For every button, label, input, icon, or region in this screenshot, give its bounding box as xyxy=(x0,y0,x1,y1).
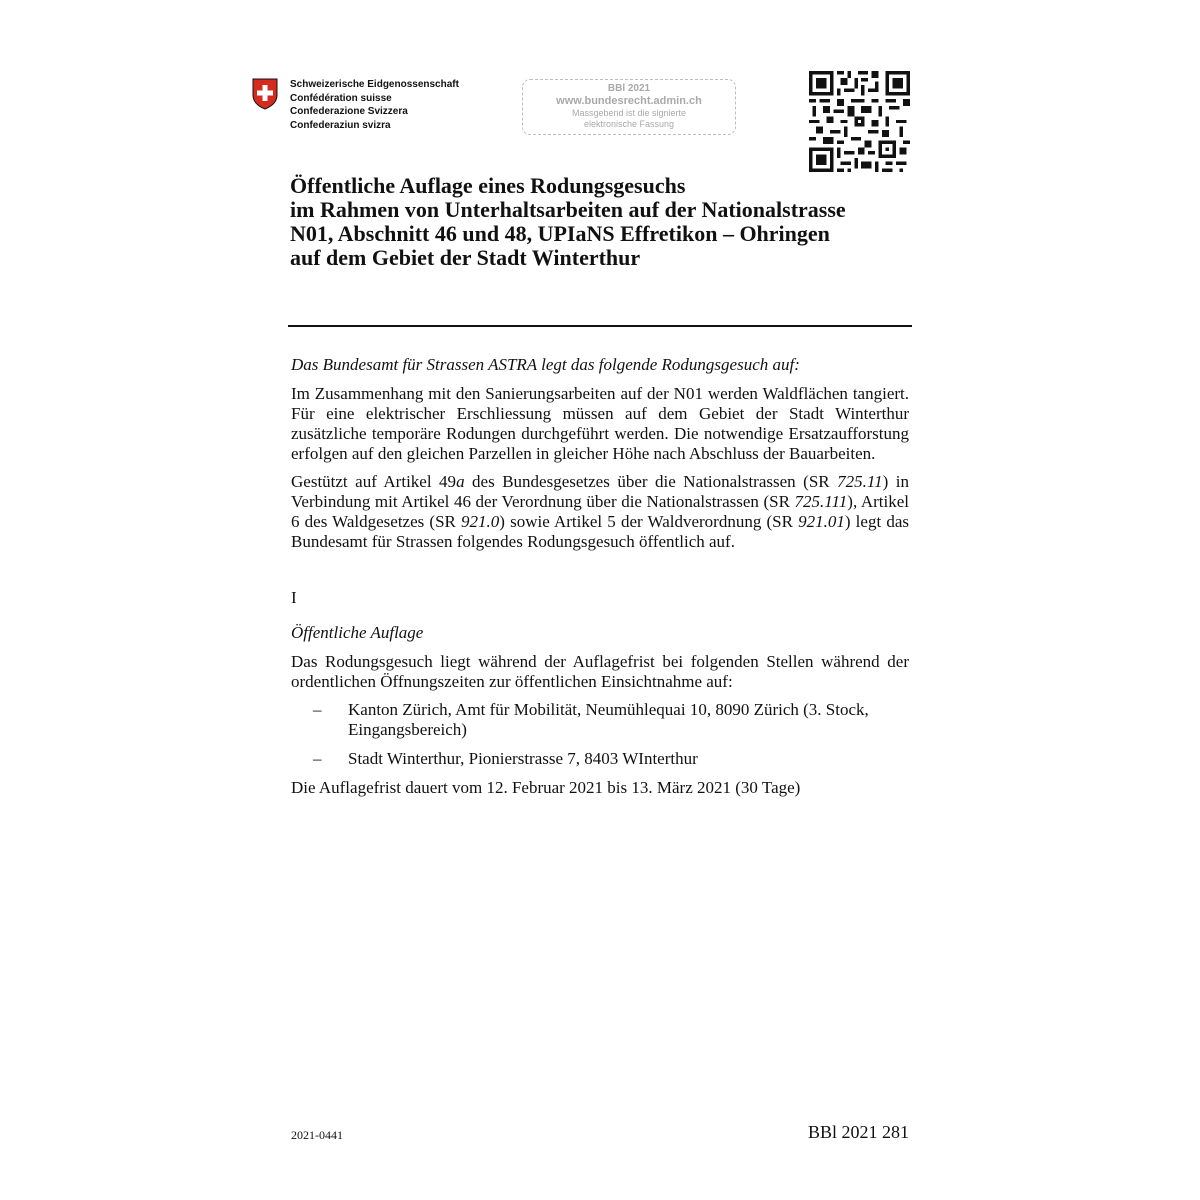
article-suffix: a xyxy=(456,472,465,491)
gazette-reference: BBl 2021 281 xyxy=(807,1122,909,1142)
list-item xyxy=(291,700,909,740)
section-title: Öffentliche Auflage xyxy=(291,623,424,642)
location-text: Kanton Zürich, Amt für Mobilität, Neumühlequai 10, 8090 Zürich (3. Stock, Eingangsbereich) xyxy=(348,700,869,739)
stamp-url: www.bundesrecht.admin.ch xyxy=(556,95,702,107)
legal-text: des Bundesgesetzes über die Nationalstrassen (SR xyxy=(464,472,838,491)
document-title xyxy=(290,174,930,270)
legal-text: Gestützt auf Artikel 49 xyxy=(291,472,457,491)
title-line: N01, Abschnitt 46 und 48, UPIaNS Effretikon – Ohringen xyxy=(290,221,830,246)
stamp-note-2: elektronische Fassung xyxy=(583,119,675,129)
sr-number: 921.01 xyxy=(798,512,845,531)
legal-text: ) in Verbindung mit Artikel 46 der Verordnung über die Nationalstrassen (SR xyxy=(291,472,909,511)
legal-text: ) sowie Artikel 5 der Waldverordnung (SR xyxy=(499,512,799,531)
intro-text: Das Bundesamt für Strassen ASTRA legt das folgende Rodungsgesuch auf: xyxy=(291,355,800,374)
sr-number: 725.11 xyxy=(837,472,883,491)
agency-name-fr: Confédération suisse xyxy=(290,92,392,104)
paragraph-context: Im Zusammenhang mit den Sanierungsarbeiten auf der N01 werden Waldflächen tangiert. Für eine elektrischer Erschliessung müssen auf dem Gebiet der Stadt Winterthur zusätzliche temporäre Rodungen durchgeführt werden. Die notwendige Ersatzaufforstung erfolgen auf den gleichen Parzellen in gleicher Höhe nach Abschluss der Bauarbeiten. xyxy=(291,384,909,463)
list-item xyxy=(291,749,909,769)
document-number: 2021-0441 xyxy=(291,1128,343,1142)
section-text: Das Rodungsgesuch liegt während der Auflagefrist bei folgenden Stellen während der ordentlichen Öffnungszeiten zur öffentlichen Einsichtnahme auf: xyxy=(291,652,909,691)
location-text: Stadt Winterthur, Pionierstrasse 7, 8403 WInterthur xyxy=(348,749,698,768)
section-number: I xyxy=(291,588,297,607)
title-line: im Rahmen von Unterhaltsarbeiten auf der Nationalstrasse xyxy=(290,197,846,222)
sr-number: 921.0 xyxy=(461,512,500,531)
list-dash: – xyxy=(313,749,322,768)
title-line: Öffentliche Auflage eines Rodungsgesuchs xyxy=(290,173,686,198)
stamp-issue: BBl 2021 xyxy=(607,83,651,94)
stamp-note: Massgebend ist die signierte xyxy=(571,108,687,118)
swiss-emblem-icon xyxy=(252,78,278,110)
publication-stamp xyxy=(522,79,736,135)
title-divider xyxy=(288,325,912,327)
qr-code-icon xyxy=(809,71,910,172)
agency-name-de: Schweizerische Eidgenossenschaft xyxy=(290,79,459,90)
location-list xyxy=(291,700,909,769)
document-body xyxy=(291,355,909,806)
agency-name-rm: Confederaziun svizra xyxy=(290,119,391,131)
agency-name-block xyxy=(290,78,459,132)
agency-name-it: Confederazione Svizzera xyxy=(290,106,408,117)
paragraph-legal-basis xyxy=(291,472,909,552)
title-line: auf dem Gebiet der Stadt Winterthur xyxy=(290,245,641,270)
sr-number: 725.111 xyxy=(794,492,848,511)
period-text: Die Auflagefrist dauert vom 12. Februar 2021 bis 13. März 2021 (30 Tage) xyxy=(291,778,801,797)
list-dash: – xyxy=(313,700,322,719)
legal-text: ) legt das Bundesamt für Strassen folgendes Rodungsgesuch öffentlich auf. xyxy=(291,512,909,551)
legal-text: ), Artikel 6 des Waldgesetzes (SR xyxy=(291,492,909,531)
